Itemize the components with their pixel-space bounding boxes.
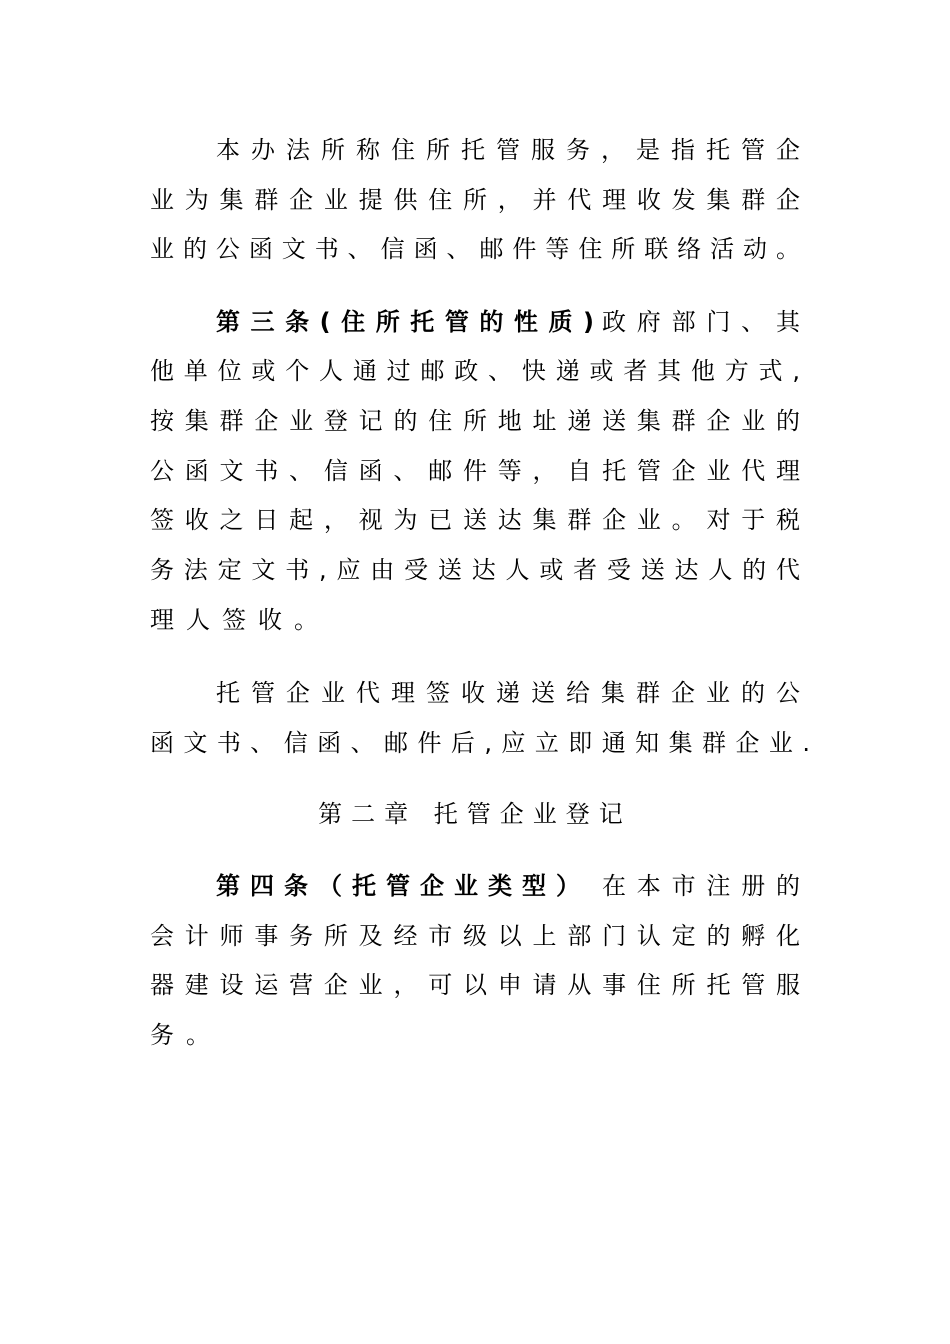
- paragraph-1-line-2: 业为集群企业提供住所，并代理收发集群企: [150, 186, 800, 214]
- article-3-line-7: 理人签收。: [150, 606, 330, 634]
- chapter-2-heading-text: 第二章 托管企业登记: [318, 800, 632, 828]
- article-4-line-2: 会计师事务所及经市级以上部门认定的孵化: [150, 922, 800, 950]
- article-3-line-5: 签收之日起，视为已送达集群企业。对于税: [150, 506, 800, 534]
- article-4-heading: 第四条（托管企业类型）: [216, 872, 580, 900]
- article-4-line-1: 在本市注册的: [602, 872, 800, 900]
- article-4-line-4: 务。: [150, 1021, 222, 1049]
- paragraph-3-line-1: 托管企业代理签收递送给集群企业的公: [216, 679, 800, 707]
- chapter-2-heading: [0, 797, 950, 831]
- paragraph-1-line-3: 业的公函文书、信函、邮件等住所联络活动。: [150, 235, 800, 263]
- article-3-line-2: 他单位或个人通过邮政、快递或者其他方式,: [150, 357, 800, 385]
- article-3-line-1: 政府部门、其: [602, 308, 800, 336]
- article-4-line-3: 器建设运营企业，可以申请从事住所托管服: [150, 971, 800, 999]
- article-3-line-4: 公函文书、信函、邮件等，自托管企业代理: [150, 457, 800, 485]
- article-3-line-3: 按集群企业登记的住所地址递送集群企业的: [150, 407, 800, 435]
- paragraph-3-line-2: 函文书、信函、邮件后,应立即通知集群企业.: [150, 729, 810, 757]
- paragraph-1-line-1: 本办法所称住所托管服务，是指托管企: [216, 136, 800, 164]
- article-3-heading: 第三条(住所托管的性质): [216, 308, 594, 336]
- article-3-line-6: 务法定文书,应由受送达人或者受送达人的代: [150, 556, 800, 584]
